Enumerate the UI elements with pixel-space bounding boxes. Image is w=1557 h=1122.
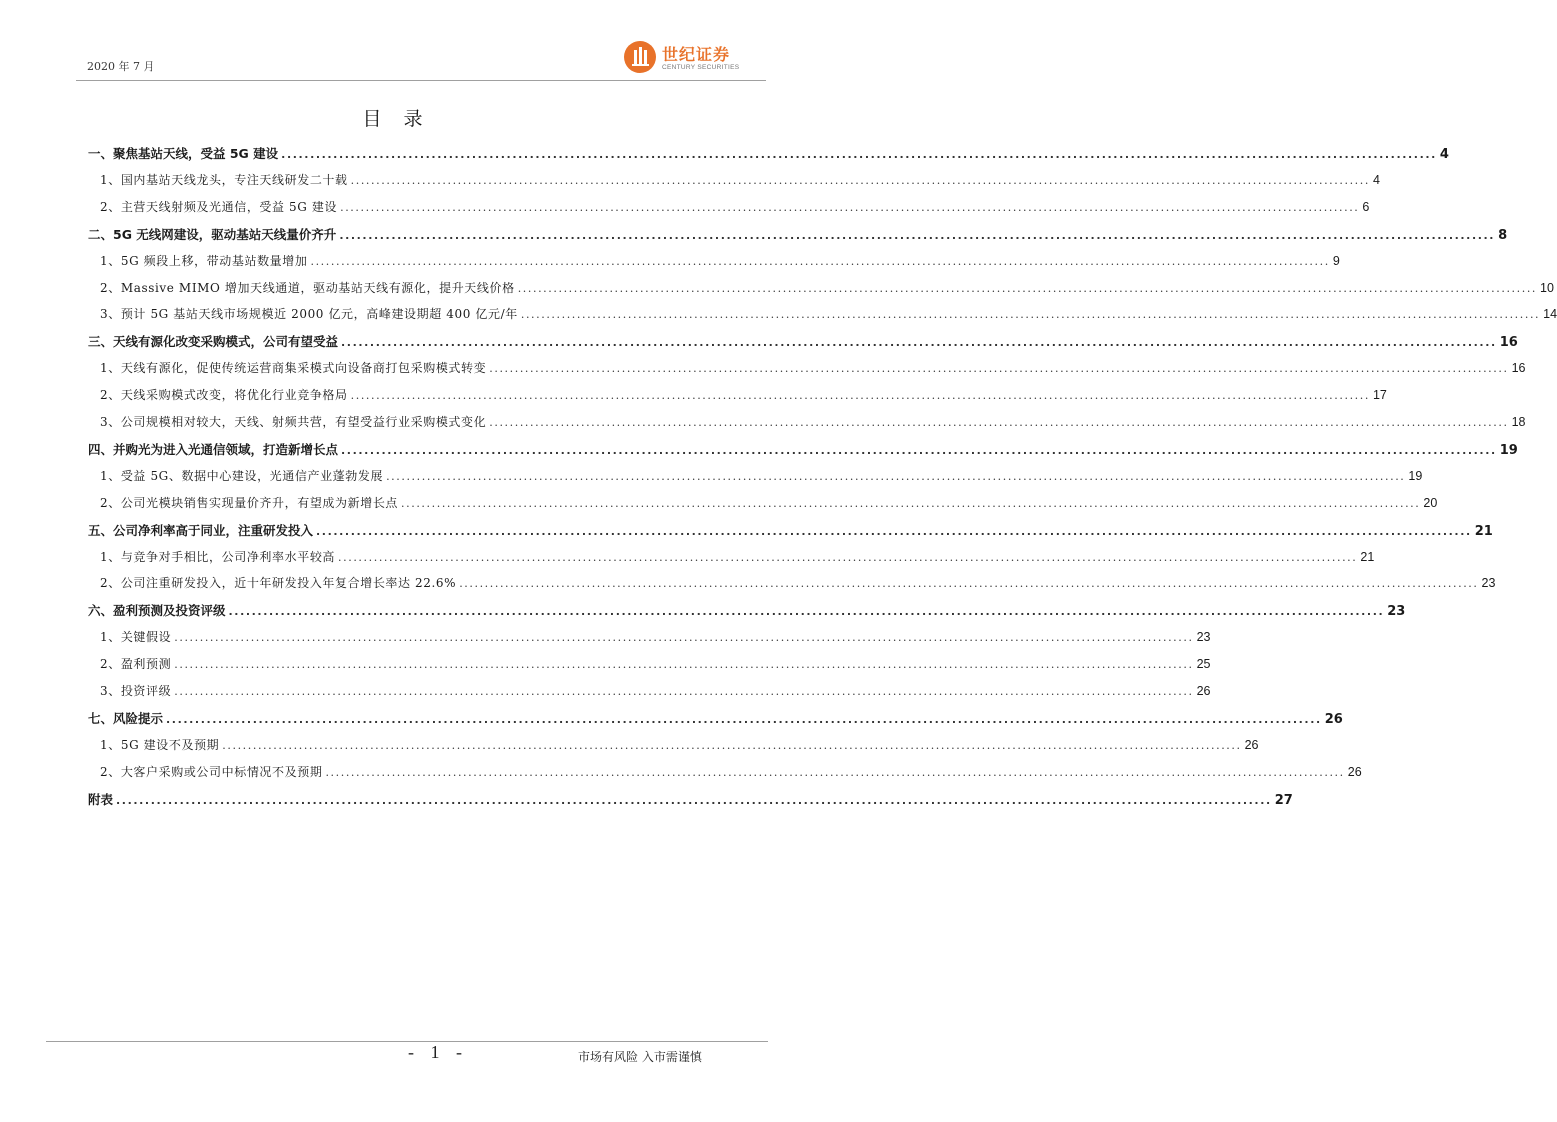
toc-subsection-entry[interactable] — [88, 386, 1387, 403]
footer-divider — [46, 1041, 768, 1042]
logo-english-name: CENTURY SECURITIES — [662, 64, 740, 71]
toc-dot-leader: ........................................................................................................................................................................................................ — [350, 389, 1370, 403]
toc-entry-title: 一、聚焦基站天线，受益 5G 建设 — [88, 146, 279, 161]
toc-entry-title: 1、天线有源化，促使传统运营商集采模式向设备商打包采购模式转变 — [100, 361, 487, 376]
toc-entry-title: 1、国内基站天线龙头，专注天线研发二十载 — [100, 172, 348, 187]
toc-entry-title: 1、与竞争对手相比，公司净利率水平较高 — [100, 549, 336, 564]
toc-section-entry[interactable] — [88, 225, 1508, 243]
toc-entry-title: 二、5G 无线网建设，驱动基站天线量价齐升 — [88, 226, 337, 242]
toc-subsection-entry[interactable] — [88, 548, 1375, 565]
toc-entry-page: 21 — [1474, 523, 1493, 539]
company-logo — [624, 41, 742, 77]
toc-subsection-entry[interactable] — [88, 628, 1211, 645]
toc-entry-page: 8 — [1498, 227, 1508, 243]
toc-entry-page: 16 — [1511, 361, 1526, 376]
toc-dot-leader: ........................................................................................................................................................................................................ — [350, 173, 1370, 187]
toc-dot-leader: ........................................................................................................................................................................................................ — [341, 443, 1497, 457]
toc-dot-leader: ........................................................................................................................................................................................................ — [489, 416, 1509, 429]
toc-entry-page: 26 — [1196, 684, 1211, 698]
toc-dot-leader: ........................................................................................................................................................................................................ — [316, 524, 1472, 538]
toc-entry-page: 16 — [1499, 335, 1518, 351]
toc-entry-page: 23 — [1481, 576, 1496, 591]
toc-dot-leader: ........................................................................................................................................................................................................ — [166, 712, 1322, 726]
toc-entry-title: 2、天线采购模式改变，将优化行业竞争格局 — [100, 388, 348, 403]
header-divider — [76, 80, 766, 81]
toc-dot-leader: ........................................................................................................................................................................................................ — [520, 308, 1541, 322]
toc-section-entry[interactable] — [88, 790, 1293, 808]
toc-dot-leader: ........................................................................................................................................................................................................ — [489, 362, 1509, 376]
toc-entry-page: 26 — [1244, 737, 1259, 752]
toc-dot-leader: ........................................................................................................................................................................................................ — [174, 685, 1194, 698]
toc-entry-title: 2、盈利预测 — [100, 657, 172, 672]
toc-subsection-entry[interactable] — [88, 736, 1259, 753]
toc-entry-title: 2、Massive MIMO 增加天线通道，驱动基站天线有源化，提升天线价格 — [100, 280, 515, 295]
toc-entry-page: 26 — [1324, 711, 1343, 727]
toc-section-entry[interactable] — [88, 144, 1449, 162]
header-date: 2020 年 7 月 — [87, 60, 155, 73]
toc-dot-leader: ........................................................................................................................................................................................................ — [325, 765, 1345, 779]
risk-notice: 市场有风险 入市需谨慎 — [578, 1050, 702, 1064]
toc-subsection-entry[interactable] — [88, 305, 1557, 322]
toc-dot-leader: ........................................................................................................................................................................................................ — [339, 228, 1496, 242]
toc-entry-title: 附表 — [88, 791, 114, 807]
toc-subsection-entry[interactable] — [88, 413, 1526, 430]
toc-dot-leader: ........................................................................................................................................................................................................ — [310, 254, 1330, 268]
toc-dot-leader: ........................................................................................................................................................................................................ — [228, 605, 1385, 619]
toc-dot-leader: ........................................................................................................................................................................................................ — [459, 577, 1479, 591]
toc-dot-leader: ........................................................................................................................................................................................................ — [174, 631, 1194, 645]
toc-subsection-entry[interactable] — [88, 467, 1423, 484]
toc-entry-page: 9 — [1332, 253, 1340, 268]
logo-chinese-name: 世纪证券 — [662, 45, 731, 64]
toc-entry-title: 2、大客户采购或公司中标情况不及预期 — [100, 764, 323, 779]
toc-entry-title: 3、投资评级 — [100, 684, 172, 698]
toc-entry-page: 26 — [1347, 764, 1362, 779]
toc-entry-page: 18 — [1511, 415, 1526, 429]
toc-subsection-entry[interactable] — [88, 574, 1496, 591]
toc-entry-title: 1、关键假设 — [100, 630, 172, 645]
toc-entry-page: 19 — [1408, 468, 1423, 483]
toc-dot-leader: ........................................................................................................................................................................................................ — [281, 148, 1437, 161]
toc-subsection-entry[interactable] — [88, 198, 1370, 215]
toc-entry-page: 6 — [1362, 199, 1370, 214]
toc-dot-leader: ........................................................................................................................................................................................................ — [386, 469, 1406, 483]
page-number: - 1 - — [408, 1042, 468, 1062]
toc-entry-page: 19 — [1499, 442, 1518, 458]
toc-section-entry[interactable] — [88, 521, 1493, 539]
toc-entry-title: 3、公司规模相对较大，天线、射频共营，有望受益行业采购模式变化 — [100, 415, 487, 429]
toc-entry-page: 23 — [1196, 630, 1211, 645]
toc-subsection-entry[interactable] — [88, 359, 1526, 376]
toc-section-entry[interactable] — [88, 332, 1518, 351]
toc-section-entry[interactable] — [88, 709, 1343, 727]
toc-subsection-entry[interactable] — [88, 171, 1380, 188]
toc-subsection-entry[interactable] — [88, 494, 1438, 511]
toc-entry-title: 2、公司注重研发投入，近十年研发投入年复合增长率达 22.6% — [100, 576, 457, 591]
toc-entry-title: 四、并购光为进入光通信领域，打造新增长点 — [88, 441, 339, 457]
toc-entry-page: 10 — [1540, 280, 1554, 295]
toc-dot-leader: ........................................................................................................................................................................................................ — [517, 281, 1538, 295]
toc-title: 目 录 — [362, 108, 431, 130]
toc-entry-page: 23 — [1387, 604, 1406, 620]
logo-mark-icon — [624, 41, 656, 73]
toc-dot-leader: ........................................................................................................................................................................................................ — [222, 738, 1242, 752]
toc-entry-title: 1、5G 建设不及预期 — [100, 737, 220, 752]
toc-entry-title: 三、天线有源化改变采购模式，公司有望受益 — [88, 334, 339, 350]
toc-section-entry[interactable] — [88, 440, 1518, 458]
toc-subsection-entry[interactable] — [88, 682, 1211, 699]
toc-entry-page: 17 — [1372, 388, 1387, 403]
toc-dot-leader: ........................................................................................................................................................................................................ — [341, 336, 1497, 350]
toc-entry-page: 14 — [1543, 307, 1557, 322]
toc-subsection-entry[interactable] — [88, 763, 1362, 780]
toc-entry-title: 2、公司光模块销售实现量价齐升，有望成为新增长点 — [100, 495, 399, 510]
toc-subsection-entry[interactable] — [88, 279, 1554, 296]
toc-dot-leader: ........................................................................................................................................................................................................ — [340, 200, 1360, 214]
toc-entry-title: 1、受益 5G、数据中心建设，光通信产业蓬勃发展 — [100, 468, 384, 483]
toc-subsection-entry[interactable] — [88, 655, 1211, 672]
toc-entry-title: 3、预计 5G 基站天线市场规模近 2000 亿元，高峰建设期超 400 亿元/年 — [100, 307, 518, 322]
toc-entry-page: 20 — [1423, 495, 1438, 510]
toc-section-entry[interactable] — [88, 601, 1406, 620]
toc-entry-page: 4 — [1372, 172, 1380, 187]
toc-entry-page: 4 — [1439, 147, 1449, 162]
toc-entry-title: 1、5G 频段上移，带动基站数量增加 — [100, 253, 308, 268]
toc-entry-page: 27 — [1274, 792, 1293, 808]
toc-dot-leader: ........................................................................................................................................................................................................ — [116, 793, 1272, 807]
toc-dot-leader: ........................................................................................................................................................................................................ — [338, 550, 1358, 564]
toc-entry-title: 2、主营天线射频及光通信，受益 5G 建设 — [100, 199, 338, 214]
toc-subsection-entry[interactable] — [88, 252, 1340, 269]
toc-entry-title: 七、风险提示 — [88, 710, 164, 726]
toc-entry-page: 25 — [1196, 657, 1211, 672]
toc-entry-page: 21 — [1360, 549, 1375, 564]
toc-dot-leader: ........................................................................................................................................................................................................ — [401, 496, 1421, 510]
toc-entry-title: 六、盈利预测及投资评级 — [88, 603, 226, 619]
toc-dot-leader: ........................................................................................................................................................................................................ — [174, 658, 1194, 672]
toc-entry-title: 五、公司净利率高于同业，注重研发投入 — [88, 522, 314, 538]
